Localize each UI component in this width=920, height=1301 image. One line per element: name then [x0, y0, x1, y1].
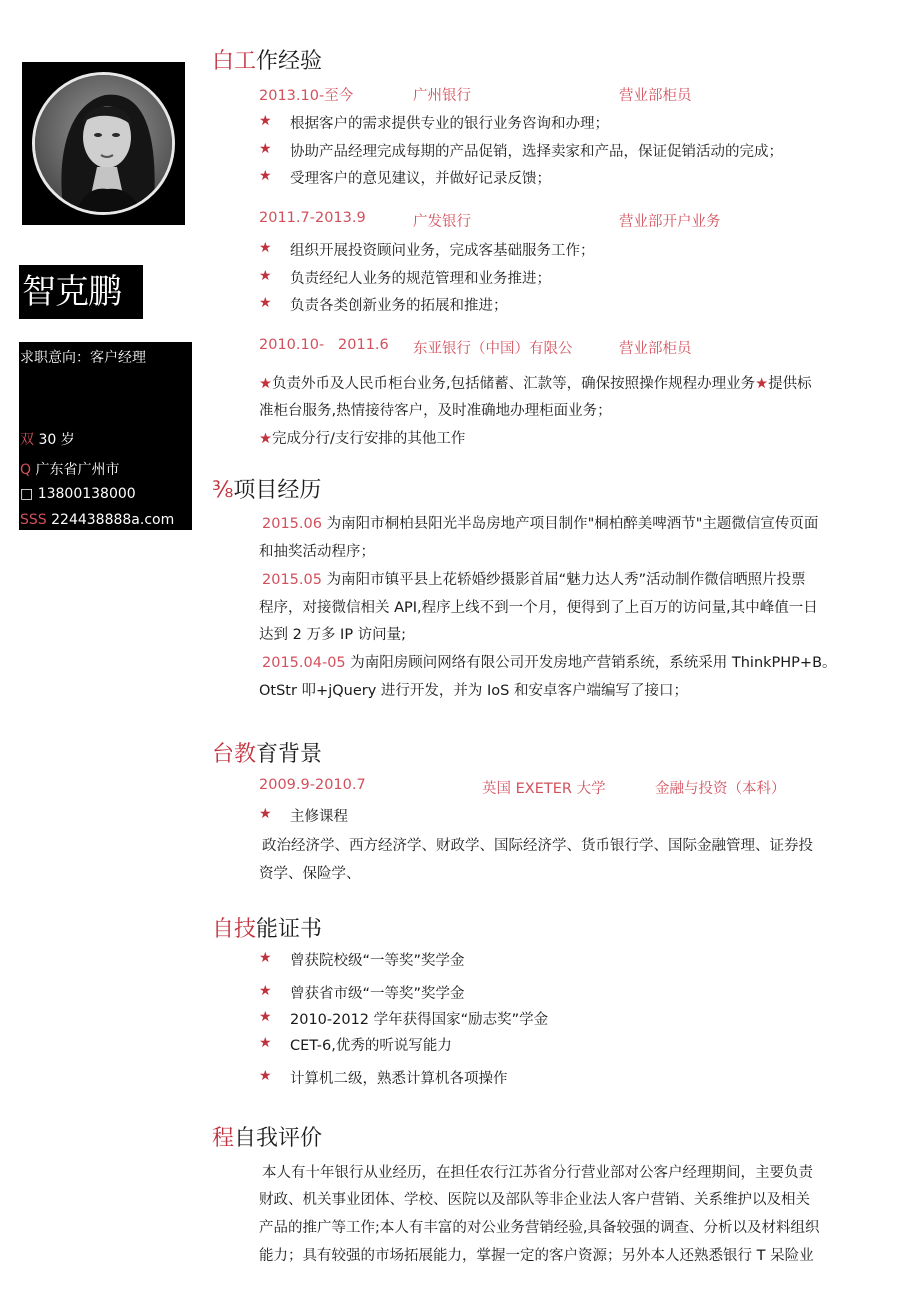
star-icon: ★	[259, 431, 272, 447]
job-period: 2011.7-2013.9	[259, 210, 366, 226]
job-duty-line	[259, 372, 812, 393]
job-duty: 组织开展投资顾问业务，完成客基础服务工作；	[290, 243, 595, 259]
star-icon: ★	[259, 1068, 272, 1084]
job-period: 2010.10- 2011.6	[259, 337, 389, 353]
project-text: 为南阳市桐柏县阳光半岛房地产项目制作"桐柏醉美啤酒节"主题微信宣传页面	[326, 516, 819, 532]
self-eval-text: 能力；具有较强的市场拓展能力，掌握一定的客户资源；另外本人还熟悉银行 T 呆险业	[259, 1248, 814, 1264]
education-major: 金融与投资（本科）	[655, 781, 786, 797]
age-icon: 双	[20, 432, 34, 448]
section-title-education	[212, 737, 322, 768]
job-duty: 负责各类创新业务的拓展和推进；	[290, 298, 508, 314]
projects-title-prefix: ⅜	[212, 478, 234, 503]
job-duty: 完成分行/支行安排的其他工作	[272, 431, 466, 447]
candidate-name: 智克鹏	[19, 265, 143, 319]
job-duty: 受理客户的意见建议，并做好记录反馈；	[290, 171, 551, 187]
job-duty: 负责外币及人民币柜台业务,包括储蓄、汇款等，确保按照操作规程办理业务	[272, 376, 756, 392]
star-icon: ★	[259, 950, 272, 966]
star-icon: ★	[259, 141, 272, 157]
project-text: 达到 2 万多 IP 访问量;	[259, 627, 407, 643]
skills-title-prefix: 自技	[212, 917, 257, 942]
star-icon: ★	[259, 1009, 272, 1025]
job-role: 营业部开户业务	[619, 214, 721, 230]
skill-item: 曾获省市级“一等奖”奖学金	[290, 986, 465, 1002]
star-icon: ★	[259, 295, 272, 311]
skill-item: 计算机二级，熟悉计算机各项操作	[290, 1071, 508, 1087]
section-title-skills	[212, 912, 322, 943]
star-icon: ★	[259, 376, 272, 392]
self-eval-text: 本人有十年银行从业经历，在担任农行江苏省分行营业部对公客户经理期间，主要负责	[262, 1165, 813, 1181]
star-icon: ★	[259, 806, 272, 822]
project-text: 为南阳市镇平县上花轿婚纱摄影首届“魅力达人秀”活动制作微信晒照片投票	[326, 572, 806, 588]
age-row	[20, 429, 75, 449]
phone-row	[20, 486, 136, 502]
self-eval-title-text: 自我评价	[234, 1126, 323, 1151]
star-icon: ★	[259, 113, 272, 129]
portrait-photo	[32, 72, 175, 215]
star-icon: ★	[259, 268, 272, 284]
job-role: 营业部柜员	[619, 341, 692, 357]
project-entry	[262, 512, 818, 533]
section-title-projects	[212, 473, 321, 504]
project-date: 2015.05	[262, 572, 322, 588]
location-value: 广东省广州市	[35, 462, 120, 478]
course-list: 政治经济学、西方经济学、财政学、国际经济学、货币银行学、国际金融管理、证券投	[262, 838, 813, 854]
job-company: 东亚银行（中国）有限公	[413, 341, 573, 357]
phone-value: 13800138000	[37, 486, 136, 502]
job-duty-line	[259, 427, 465, 448]
project-date: 2015.06	[262, 516, 322, 532]
star-icon: ★	[259, 168, 272, 184]
star-icon: ★	[259, 1035, 272, 1051]
job-duty: 提供标	[768, 376, 812, 392]
job-objective: 求职意向：客户经理	[20, 350, 146, 366]
job-company: 广发银行	[413, 214, 471, 230]
self-eval-text: 财政、机关事业团体、学校、医院以及部队等非企业法人客户营销、关系维护以及相关	[259, 1192, 810, 1208]
education-title-text: 育背景	[256, 742, 323, 767]
self-eval-title-prefix: 程	[212, 1126, 235, 1151]
job-duty: 负责经纪人业务的规范管理和业务推进；	[290, 271, 551, 287]
skills-title-text: 能证书	[256, 917, 323, 942]
project-date: 2015.04-05	[262, 655, 346, 671]
work-title-text: 作经验	[256, 49, 323, 74]
phone-icon: □	[20, 486, 34, 502]
course-label: 主修课程	[290, 809, 348, 825]
education-title-prefix: 台教	[212, 742, 257, 767]
project-entry	[262, 568, 806, 589]
projects-title-text: 项目经历	[233, 478, 322, 503]
project-text: OtStr 叩+jQuery 进行开发，并为 IoS 和安卓客户端编写了接口；	[259, 683, 688, 699]
job-duty-line: 准柜台服务,热情接待客户，及时准确地办理柜面业务；	[259, 403, 612, 419]
email-row	[20, 512, 174, 528]
location-icon: Q	[20, 462, 32, 478]
education-school: 英国 EXETER 大学	[482, 781, 606, 797]
skill-item: 2010-2012 学年获得国家“励志奖”学金	[290, 1012, 549, 1028]
job-duty: 根据客户的需求提供专业的银行业务咨询和办理；	[290, 116, 609, 132]
project-entry	[262, 651, 837, 672]
project-text: 和抽奖活动程序；	[259, 544, 375, 560]
star-icon: ★	[259, 240, 272, 256]
section-title-work	[212, 44, 322, 75]
job-company: 广州银行	[413, 88, 471, 104]
self-eval-text: 产品的推广等工作;本人有丰富的对公业务营销经验,具备较强的调查、分析以及材料组织	[259, 1220, 820, 1236]
job-duty: 协助产品经理完成每期的产品促销，选择卖家和产品，保证促销活动的完成；	[290, 144, 783, 160]
job-period: 2013.10-至今	[259, 88, 354, 104]
contact-info-panel	[19, 342, 192, 530]
course-list: 资学、保险学、	[259, 866, 361, 882]
email-value: 224438888a.com	[51, 512, 175, 528]
email-icon: SSS	[20, 512, 47, 528]
skill-item: 曾获院校级“一等奖”奖学金	[290, 953, 465, 969]
age-value: 30 岁	[38, 432, 75, 448]
project-text: 程序，对接微信相关 API,程序上线不到一个月，便得到了上百万的访问量,其中峰值一日	[259, 600, 818, 616]
profile-photo-frame	[22, 62, 185, 225]
work-title-prefix: 白工	[212, 49, 257, 74]
location-row	[20, 459, 119, 479]
job-role: 营业部柜员	[619, 88, 692, 104]
skill-item: CET-6,优秀的听说写能力	[290, 1038, 452, 1054]
project-text: 为南阳房顾问网络有限公司开发房地产营销系统，系统采用 ThinkPHP+B。	[350, 655, 837, 671]
star-icon: ★	[259, 983, 272, 999]
star-icon: ★	[755, 376, 769, 392]
section-title-self-evaluation	[212, 1121, 322, 1152]
education-period: 2009.9-2010.7	[259, 777, 366, 793]
